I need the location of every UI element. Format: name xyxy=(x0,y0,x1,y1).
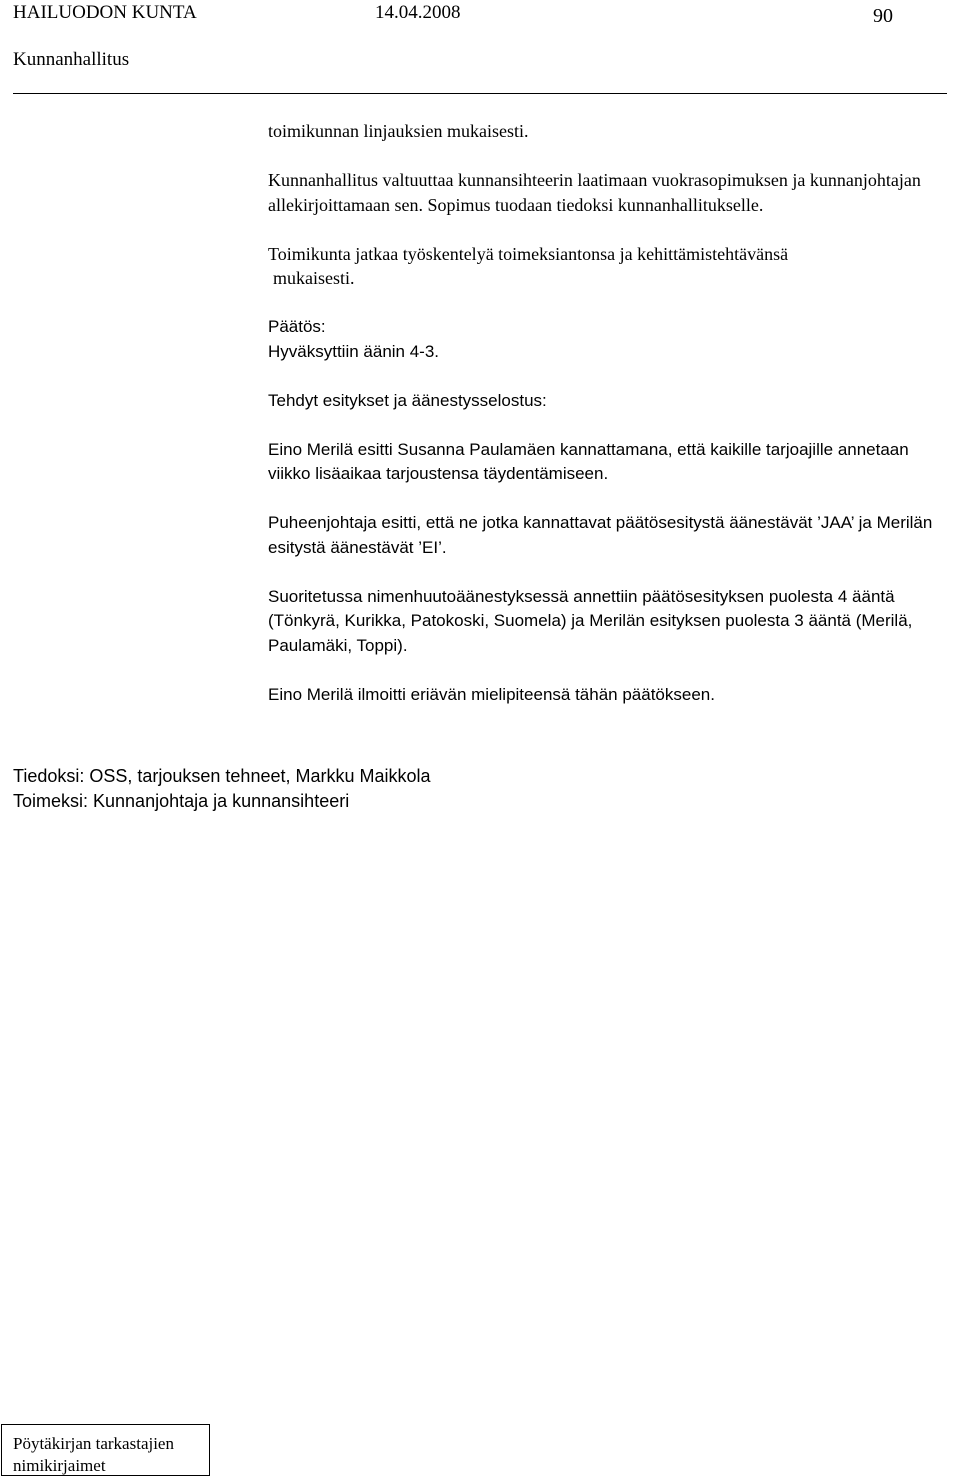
minutes-body xyxy=(268,119,933,732)
paragraph-chair-proposal: Puheenjohtaja esitti, että ne jotka kannattavat päätösesitystä äänestävät ’JAA’ ja Merilän esitystä äänestävät ’EI’. xyxy=(268,513,933,557)
paragraph-committee-line2: mukaisesti. xyxy=(273,268,355,288)
paragraph-vote-result: Suoritetussa nimenhuutoäänestyksessä annettiin päätösesityksen puolesta 4 ääntä (Tönkyrä, Kurikka, Patokoski, Suomela) ja Merilän esityksen puolesta 3 ääntä (Merilä, Paulamäki, Toppi). xyxy=(268,586,913,655)
proposals-label: Tehdyt esitykset ja äänestysselostus: xyxy=(268,390,547,410)
paragraph-dissent: Eino Merilä ilmoitti eriävän mielipiteensä tähän päätökseen. xyxy=(268,684,715,704)
paragraph-authorization: Kunnanhallitus valtuuttaa kunnansihteerin laatimaan vuokrasopimuksen ja kunnanjohtajan allekirjoittamaan sen. Sopimus tuodaan tiedoksi kunnanhallitukselle. xyxy=(268,170,921,215)
page-number: 90 xyxy=(873,5,893,27)
paragraph-committee-line1: Toimikunta jatkaa työskentelyä toimeksiantonsa ja kehittämistehtävänsä xyxy=(268,243,789,264)
distribution-block xyxy=(13,764,431,813)
paragraph-continuation: toimikunnan linjauksien mukaisesti. xyxy=(268,121,529,141)
governing-body: Kunnanhallitus xyxy=(13,49,130,70)
signature-label: Pöytäkirjan tarkastajien nimikirjaimet xyxy=(13,1434,174,1475)
distribution-tiedoksi: Tiedoksi: OSS, tarjouksen tehneet, Markku Maikkola xyxy=(13,766,431,786)
header-divider xyxy=(13,93,947,94)
distribution-toimeksi: Toimeksi: Kunnanjohtaja ja kunnansihteeri xyxy=(13,790,350,811)
paragraph-merila-proposal: Eino Merilä esitti Susanna Paulamäen kannattamana, että kaikille tarjoajille annetaan viikko lisäaikaa tarjoustensa täydentämiseen. xyxy=(268,439,909,483)
signature-box xyxy=(0,1424,960,1478)
meeting-date: 14.04.2008 xyxy=(375,2,461,23)
signature-label-cell xyxy=(1,1424,210,1476)
decision-label: Päätös: xyxy=(268,317,326,336)
municipality-name: HAILUODON KUNTA xyxy=(13,2,197,23)
decision-text: Hyväksyttiin äänin 4-3. xyxy=(268,341,440,361)
decision-block xyxy=(268,315,933,364)
paragraph-committee xyxy=(268,242,933,291)
